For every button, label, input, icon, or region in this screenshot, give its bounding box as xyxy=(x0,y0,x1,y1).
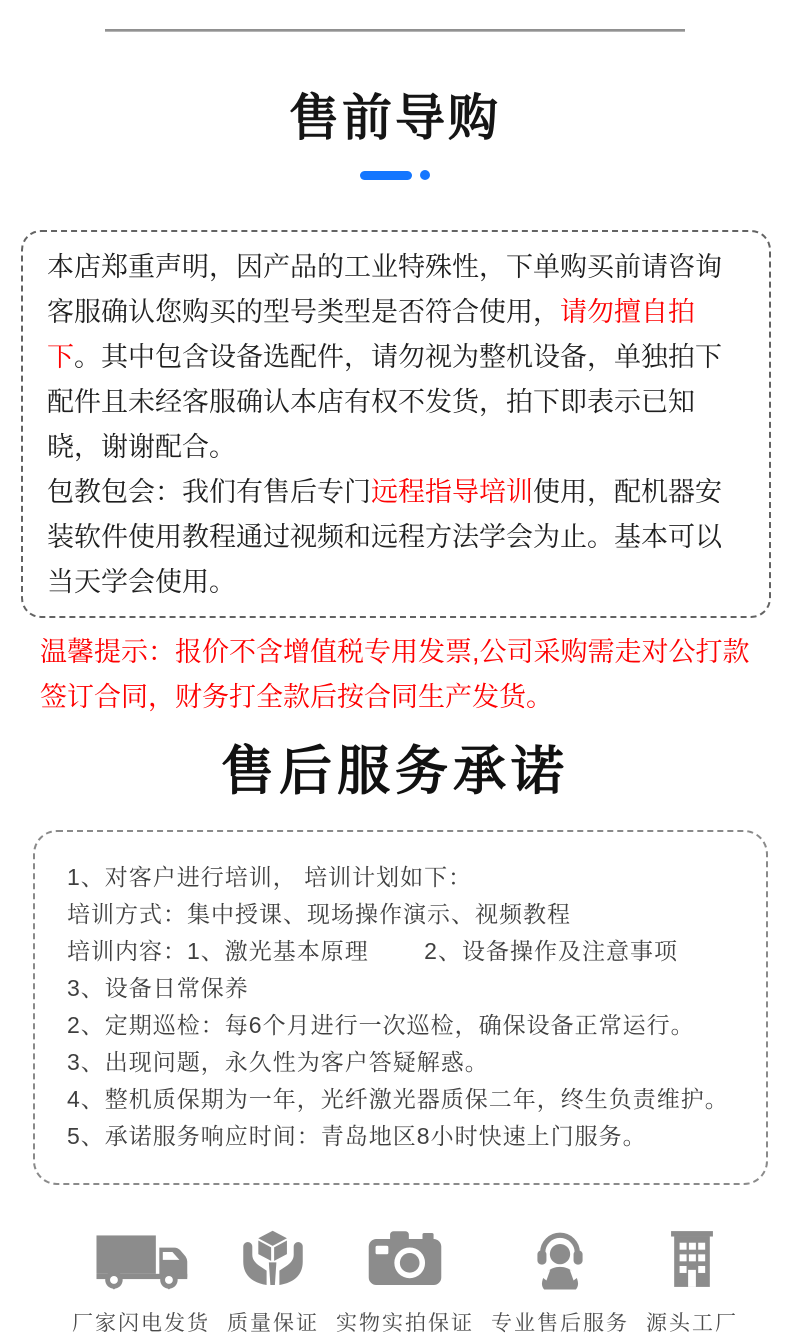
presale-title: 售前导购 xyxy=(289,90,501,146)
title-underline xyxy=(0,170,790,180)
warm-tip-text: 温馨提示：报价不含增值税专用发票,公司采购需走对公打款签订合同，财务打全款后按合同生产发货。 xyxy=(40,637,750,712)
notice-p1-red-text: 请勿擅自拍下 xyxy=(47,297,695,372)
camera-icon xyxy=(364,1227,446,1291)
promise-line: 5、承诺服务响应时间：青岛地区8小时快速上门服务。 xyxy=(67,1122,647,1149)
truck-icon xyxy=(93,1227,189,1291)
underline-dot-icon xyxy=(420,170,430,180)
feature-after-sales xyxy=(491,1227,629,1337)
notice-p2-text: 包教包会：我们有售后专门 xyxy=(47,477,371,507)
feature-factory xyxy=(646,1227,738,1337)
notice-p2-text-cont: 使用，配机器安装软件使用教程通过视频和远程方法学会为止。基本可以当天学会使用。 xyxy=(47,477,722,597)
notice-p2-red-text: 远程指导培训 xyxy=(371,477,533,507)
feature-fast-shipping xyxy=(72,1227,210,1337)
promise-line: 1、对客户进行培训， 培训计划如下： xyxy=(67,863,473,890)
feature-badges-row xyxy=(72,1227,738,1337)
feature-label: 源头工厂 xyxy=(646,1311,738,1335)
presale-notice-box xyxy=(21,230,771,618)
hands-box-icon xyxy=(237,1227,309,1291)
promise-line: 培训方式：集中授课、现场操作演示、视频教程 xyxy=(67,900,571,927)
section-top-divider xyxy=(105,29,685,32)
promise-line: 培训内容：1、激光基本原理 2、设备操作及注意事项 3、设备日常保养 xyxy=(67,937,734,1001)
feature-label: 实物实拍保证 xyxy=(336,1311,474,1335)
promise-line: 4、整机质保期为一年，光纤激光器质保二年，终生负责维护。 xyxy=(67,1085,729,1112)
feature-label: 厂家闪电发货 xyxy=(72,1311,210,1335)
underline-pill xyxy=(360,171,412,180)
feature-quality xyxy=(227,1227,319,1337)
promise-line: 2、定期巡检：每6个月进行一次巡检，确保设备正常运行。 xyxy=(67,1011,695,1038)
notice-p1-text-cont: 。其中包含设备选配件，请勿视为整机设备，单独拍下配件且未经客服确认本店有权不发货，拍下即表示已知晓，谢谢配合。 xyxy=(47,342,722,462)
promise-line: 3、出现问题，永久性为客户答疑解惑。 xyxy=(67,1048,489,1075)
notice-paragraph-2 xyxy=(47,470,743,605)
headset-icon xyxy=(529,1227,591,1291)
feature-real-photo xyxy=(336,1227,474,1337)
notice-p1-text: 本店郑重声明，因产品的工业特殊性，下单购买前请咨询客服确认您购买的型号类型是否符合使用， xyxy=(47,252,722,327)
feature-label: 专业售后服务 xyxy=(491,1311,629,1335)
aftersale-promise-box xyxy=(33,830,768,1185)
feature-label: 质量保证 xyxy=(227,1311,319,1335)
factory-icon xyxy=(661,1227,723,1291)
notice-paragraph-1 xyxy=(47,245,743,470)
aftersale-title: 售后服务承诺 xyxy=(221,742,569,801)
